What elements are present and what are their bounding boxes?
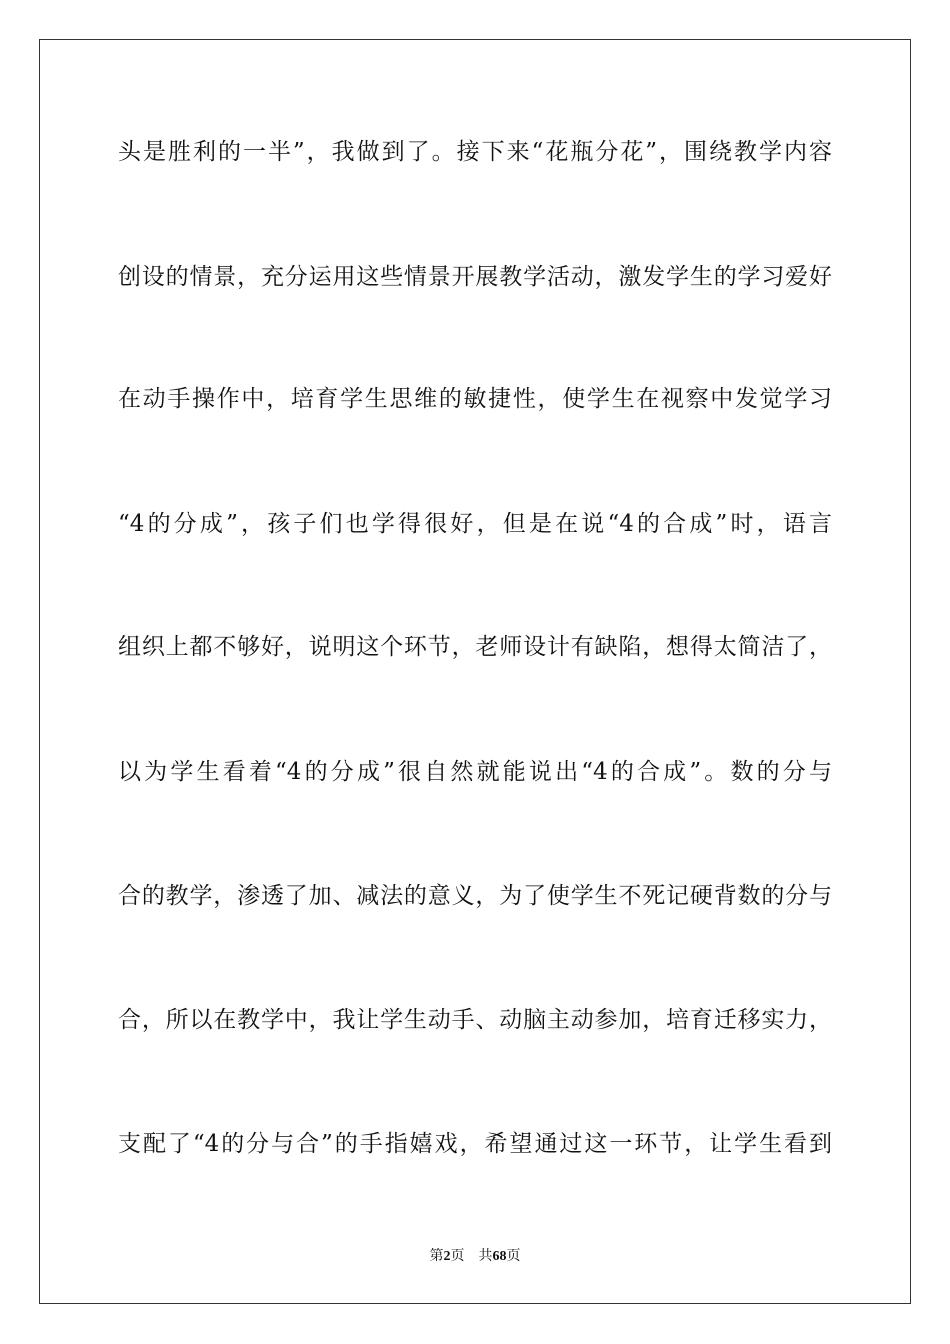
total-pages: 68	[492, 1249, 507, 1264]
page-suffix: 页	[450, 1248, 465, 1264]
text-line: 组织上都不够好，说明这个环节，老师设计有缺陷，想得太简洁了，	[118, 634, 832, 660]
text-line: 头是胜利的一半”，我做到了。接下来“花瓶分花”，围绕教学内容	[118, 139, 832, 165]
text-line: 合的教学，渗透了加、减法的意义，为了使学生不死记硬背数的分与	[118, 883, 832, 909]
text-line: “4的分成”，孩子们也学得很好，但是在说“4的合成”时，语言	[118, 511, 832, 537]
page-number: 2	[443, 1249, 451, 1264]
text-line: 创设的情景，充分运用这些情景开展教学活动，激发学生的学习爱好	[118, 264, 832, 290]
text-line: 以为学生看着“4的分成”很自然就能说出“4的合成”。数的分与	[118, 759, 832, 785]
text-line: 合，所以在教学中，我让学生动手、动脑主动参加，培育迁移实力，	[118, 1007, 832, 1033]
text-line: 在动手操作中，培育学生思维的敏捷性，使学生在视察中发觉学习	[118, 386, 832, 412]
total-prefix: 共	[478, 1248, 493, 1264]
total-suffix: 页	[506, 1248, 521, 1264]
page-prefix: 第	[429, 1248, 444, 1264]
page-footer	[0, 1247, 950, 1266]
text-line: 支配了“4的分与合”的手指嬉戏，希望通过这一环节，让学生看到	[118, 1131, 832, 1157]
page-border	[39, 39, 911, 1304]
